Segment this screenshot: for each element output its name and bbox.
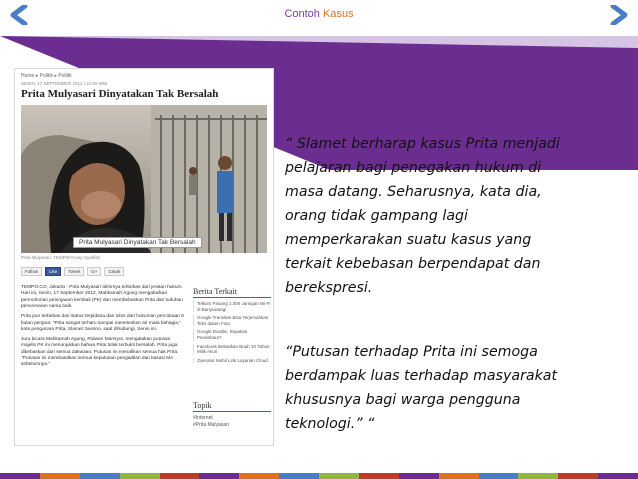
slide-title-main: Contoh: [284, 8, 320, 20]
topic-box: [193, 401, 271, 429]
quote-line: masa datang. Seharusnya, kata dia,: [285, 184, 542, 200]
topic-tag[interactable]: #Internet: [193, 415, 213, 421]
next-slide-button[interactable]: [602, 4, 632, 26]
article-headline: Prita Mulyasari Dinyatakan Tak Bersalah: [21, 88, 219, 100]
chevron-right-icon: [605, 5, 629, 25]
slide-title-accent: Kasus: [322, 8, 354, 20]
quote-line: pelajaran bagi penegakan hukum di: [285, 160, 542, 176]
quote-line: “Putusan terhadap Prita ini semoga: [285, 344, 538, 360]
related-news-item[interactable]: Operator Mobil Lirik Layanan Cloud: [193, 358, 271, 364]
article-breadcrumb: Home ▸ Politik ▸ Politik: [21, 73, 72, 79]
quote-line: memperkarakan suatu kasus yang: [285, 232, 532, 248]
print-button[interactable]: Cetak: [104, 267, 124, 276]
related-news-item[interactable]: Google Doodle, Sepakan Pendahara?: [193, 329, 271, 340]
photo-credit: Prita Mulyasari. TEMPO/Yosep Syahfitri: [21, 255, 101, 260]
quote-line: terkait kebebasan berpendapat dan: [285, 256, 541, 272]
topic-title: Topik: [193, 401, 271, 412]
quote-line: teknologi.” “: [285, 416, 375, 432]
photo-caption: Prita Mulyasari Dinyatakan Tak Bersalah: [73, 237, 202, 248]
slide-header: [0, 0, 638, 30]
article-paragraph: TEMPO.CO, Jakarta - Prita Mulyasari akhirnya terbebas dari jeratan hukum. Hari ini, Senin, 17 September 2012, Mahkamah Agung mengabulkan permohonan peninjauan kembali (PK) dan membebaskan Prita dari tuduhan pencemaran nama baik.: [21, 285, 183, 310]
google-plus-button[interactable]: G+: [87, 267, 101, 276]
quote-line: orang tidak gampang lagi: [285, 208, 468, 224]
article-paragraph: Juru bicara Mahkamah Agung, Ridwan Mansyur, mengatakan putusan majelis PK ini menunjukkan bahwa Prita tidak terbukti bersalah. Prita juga dibebaskan dari semua dakwaan. Putusan ini menafikan semua hak Prita. "Putusan ini membatalkan semua keputusan pengadilan dan kasasi MA sebelumnya.": [21, 336, 179, 368]
social-buttons: [21, 267, 124, 276]
news-article-image: [14, 68, 274, 446]
article-date: SENIN, 17 SEPTEMBER 2012 | 21:09 WIB: [21, 81, 108, 86]
related-news-item[interactable]: Facebook Bebaskan Boah 10 Tahun Milik Akun: [193, 344, 271, 355]
slide-title: [0, 8, 638, 20]
topic-tag[interactable]: #Prita Mulyasari: [193, 422, 229, 428]
article-body: [21, 285, 185, 372]
bottom-color-stripe: [0, 473, 638, 479]
follow-button[interactable]: Follow: [21, 267, 42, 276]
related-news-item[interactable]: Google Translate Bisa Terjemahkan Teks dalam Foto: [193, 315, 271, 326]
article-photo: [21, 105, 267, 253]
quote-line: khususnya bagi warga pengguna: [285, 392, 521, 408]
tweet-button[interactable]: Tweet: [64, 267, 84, 276]
quote-line: “ Slamet berharap kasus Prita menjadi: [285, 136, 560, 152]
photo-illustration: [21, 105, 267, 253]
article-paragraph: Prita pun terbebas dari status terpidana dan lolos dari hukuman percobaan 6 bulan penjara. "Prita sangat terharu sampai meneteskan air mata bahagia," kata pengacara Prita, Slamet Juwono, saat dihubungi, Senin ini.: [21, 314, 184, 332]
related-news-item[interactable]: Telkom Pasang 1.000 Jaringan Wi-Fi di Banyuwangi: [193, 301, 271, 312]
quote-line: berdampak luas terhadap masyarakat: [285, 368, 558, 384]
related-news-box: [193, 287, 271, 366]
facebook-like-button[interactable]: Like: [45, 267, 61, 276]
related-news-title: Berita Terkait: [193, 287, 271, 298]
quote-slamet: [285, 132, 625, 300]
quote-putusan: [285, 340, 625, 436]
quote-line: berekspresi.: [285, 280, 373, 296]
